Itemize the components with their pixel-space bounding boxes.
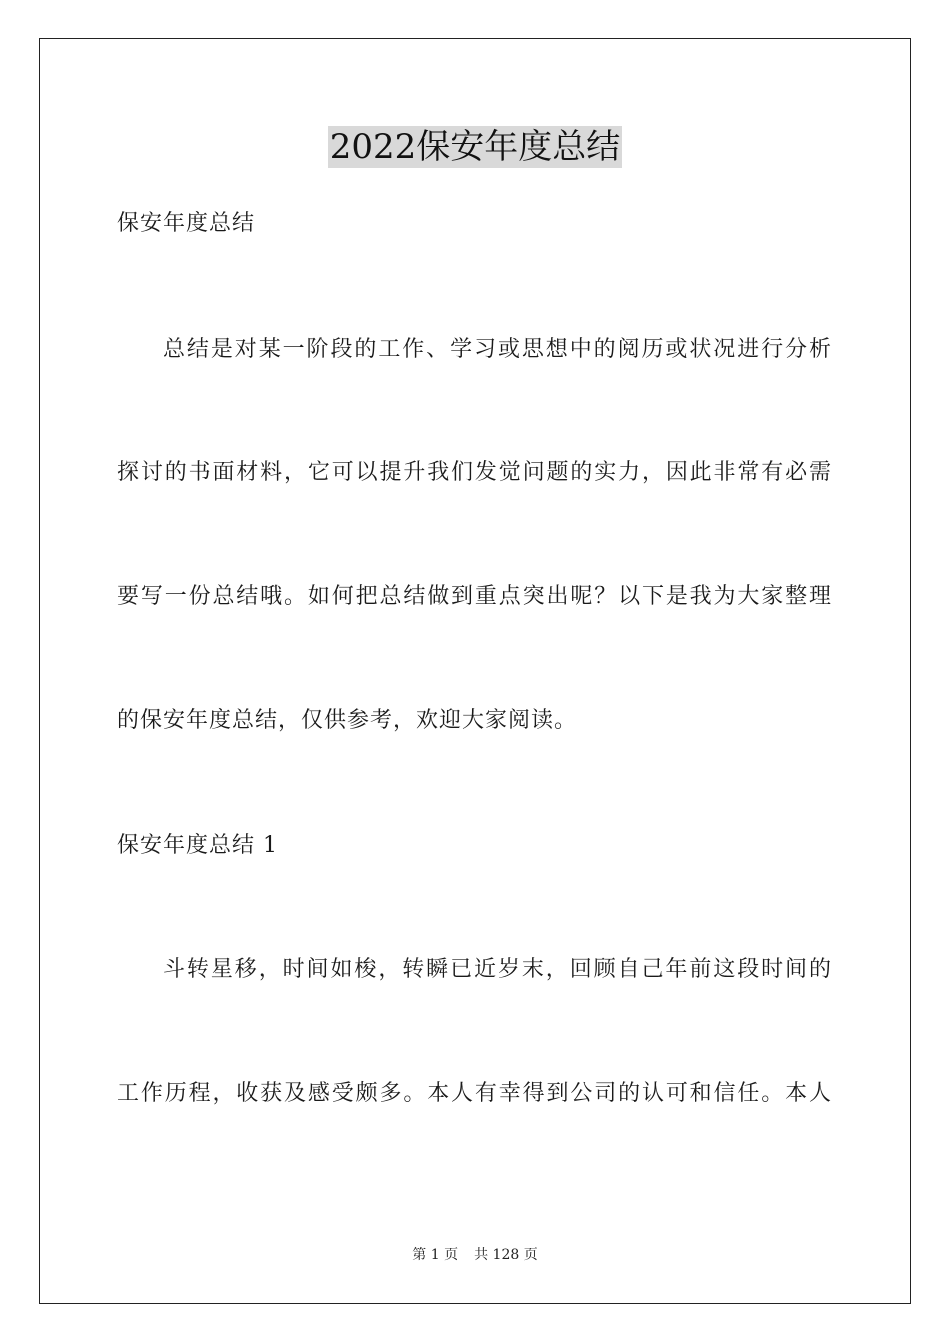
paragraph-1-line-2: 探讨的书面材料，它可以提升我们发觉问题的实力，因此非常有必需 xyxy=(117,460,831,485)
page-footer xyxy=(0,1246,950,1264)
document-title: 2022保安年度总结 xyxy=(329,127,621,167)
paragraph-1-line-3: 要写一份总结哦。如何把总结做到重点突出呢？以下是我为大家整理 xyxy=(117,584,831,609)
document-subtitle: 保安年度总结 xyxy=(117,211,256,236)
paragraph-1-line-4: 的保安年度总结，仅供参考，欢迎大家阅读。 xyxy=(117,708,578,733)
paragraph-2-line-2: 工作历程，收获及感受颇多。本人有幸得到公司的认可和信任。本人 xyxy=(117,1081,831,1106)
total-pages: 共 128 页 xyxy=(474,1247,538,1263)
paragraph-2-line-1: 斗转星移，时间如梭，转瞬已近岁末，回顾自己年前这段时间的 xyxy=(163,957,831,982)
page-number: 第 1 页 xyxy=(412,1247,459,1263)
section-1-heading: 保安年度总结 1 xyxy=(117,833,278,858)
paragraph-1-line-1: 总结是对某一阶段的工作、学习或思想中的阅历或状况进行分析 xyxy=(163,337,831,362)
title-container xyxy=(0,126,950,168)
